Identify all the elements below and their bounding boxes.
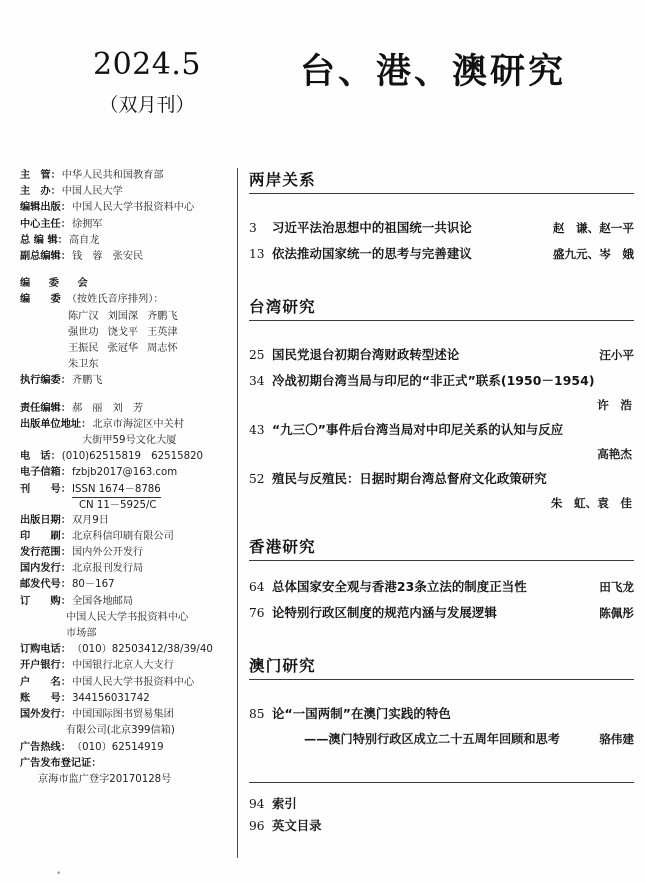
imprint-row-colon: ： (60, 741, 71, 753)
ad-license-value: 京海市监广登字20170128号 (38, 773, 172, 785)
imprint-row-colon: ： (60, 514, 71, 526)
imprint-row (20, 249, 232, 265)
imprint-row-value: 徐拥军 (71, 218, 103, 230)
toc-section (249, 654, 634, 778)
imprint-detail-rows (20, 401, 232, 482)
imprint-row-value: （010）82503412/38/39/40 (71, 644, 213, 656)
editorial-board-member-line (20, 357, 232, 373)
serial-number-row (20, 482, 232, 513)
imprint-row-value: 中国银行北京人大支行 (71, 660, 174, 672)
toc-entry-main (272, 574, 634, 600)
toc-entry-authors: 高艳杰 (597, 447, 632, 461)
imprint-row-label: 发行范围 (20, 547, 61, 559)
editorial-board-member: 朱卫东 (68, 359, 99, 371)
imprint-row-value: 80－167 (71, 579, 115, 591)
toc-entry[interactable] (249, 466, 634, 492)
body-columns (0, 160, 645, 875)
toc-entry-page: 52 (249, 472, 265, 486)
toc-back-matter-page: 96 (249, 819, 265, 833)
toc-entry-title: 冷战初期台湾当局与印尼的“非正式”联系(1950－1954) (272, 373, 595, 388)
editorial-board-block (20, 276, 232, 389)
imprint-row-colon: ： (60, 218, 71, 230)
spacer (249, 683, 634, 701)
toc-entry-authors: 田飞龙 (599, 580, 634, 594)
imprint-row (20, 513, 232, 529)
imprint-row-value: (010)62515819 62515820 (61, 451, 204, 463)
imprint-row-colon: ： (60, 547, 71, 559)
toc-entry-main (272, 600, 634, 626)
imprint-row (20, 217, 232, 233)
imprint-row-value: 344156031742 (71, 692, 150, 704)
masthead-header (0, 0, 645, 150)
toc-entry[interactable] (249, 600, 634, 626)
imprint-row (20, 449, 232, 465)
imprint-row-colon: ： (60, 692, 71, 704)
imprint-row-value: 钱 蓉 张安民 (71, 251, 144, 263)
spacer (249, 324, 634, 342)
issn-value: ISSN 1674－8786 (72, 483, 161, 498)
imprint-row-colon: ： (60, 579, 71, 591)
serial-number-label: 刊 号 (20, 483, 61, 495)
imprint-row (20, 529, 232, 545)
imprint-row-label: 订购电话 (20, 644, 61, 656)
toc-section (249, 168, 634, 293)
toc-entry-main (272, 417, 634, 442)
imprint-row-colon: ： (60, 676, 71, 688)
serial-number-values (72, 483, 161, 513)
imprint-row-continuation: 有限公司(北京399信箱) (66, 725, 175, 737)
toc-back-matter-entry[interactable] (249, 793, 634, 815)
spacer (249, 564, 634, 574)
editorial-board-member: 王振民 (68, 343, 99, 355)
imprint-row-label: 出版日期 (20, 514, 61, 526)
spacer (249, 267, 634, 293)
serial-number-colon: ： (60, 483, 71, 495)
imprint-row-continuation: 中国人民大学书报资料中心 (66, 611, 189, 623)
imprint-row (20, 691, 232, 707)
toc-entry[interactable] (249, 701, 634, 727)
imprint-row (20, 465, 232, 481)
imprint-row-label: 执行编委 (20, 375, 61, 387)
toc-entry-title: 习近平法治思想中的祖国统一共识论 (272, 220, 472, 235)
imprint-row-value: 中国国际图书贸易集团 (71, 709, 174, 721)
toc-entry-title: 论特别行政区制度的规范内涵与发展逻辑 (272, 605, 497, 620)
toc-entry-authors: 骆伟建 (599, 732, 634, 746)
toc-section-title: 台湾研究 (249, 295, 634, 321)
toc-entry[interactable] (249, 417, 634, 443)
imprint-row-value: 北京科信印刷有限公司 (71, 530, 174, 542)
imprint-row (20, 417, 232, 433)
editorial-board-member: 刘国深 (107, 310, 139, 322)
editorial-board-member: 王英津 (147, 326, 178, 338)
imprint-detail-rows-2 (20, 513, 232, 643)
imprint-row-continuation: 市场部 (66, 628, 97, 640)
editorial-board-member: 周志怀 (147, 343, 178, 355)
imprint-row-value: fzbjb2017@163.com (71, 467, 178, 479)
imprint-row-colon: ： (60, 709, 71, 721)
imprint-row (20, 675, 232, 691)
imprint-row (20, 740, 232, 756)
imprint-row-value: 中国人民大学书报资料中心 (71, 202, 195, 214)
imprint-row-colon: ： (60, 660, 71, 672)
issue-frequency: （双月刊） (99, 94, 195, 116)
imprint-row-colon: ： (60, 467, 71, 479)
toc-entry-list (249, 215, 634, 267)
spacer (249, 197, 634, 215)
imprint-row-continuation: 大街甲59号文化大厦 (82, 435, 177, 447)
toc-entry-main (272, 215, 634, 241)
toc-section-title: 澳门研究 (249, 654, 634, 680)
imprint-row (20, 200, 232, 216)
toc-entry-authors: 汪小平 (599, 348, 634, 362)
imprint-row-colon: ： (60, 563, 71, 575)
toc-section (249, 535, 634, 652)
editorial-board-member: 饶戈平 (107, 326, 139, 338)
toc-entry-list (249, 574, 634, 626)
imprint-row-label: 户 名 (20, 676, 61, 688)
imprint-row-colon: ： (60, 595, 71, 607)
imprint-row (20, 707, 232, 723)
toc-entry[interactable] (249, 342, 634, 368)
imprint-row-value: （010）62514919 (71, 741, 164, 753)
toc-entry-authors: 盛九元、岑 娥 (552, 247, 634, 261)
imprint-row-label: 国内发行 (20, 563, 61, 575)
editorial-board-member-line (20, 325, 232, 341)
editorial-board-member: 强世功 (68, 326, 99, 338)
toc-entry-subtitle: ——澳门特别行政区成立二十五周年回顾和思考 (304, 732, 560, 746)
toc-entry[interactable] (249, 215, 634, 241)
imprint-row-label: 订 购 (20, 595, 61, 607)
toc-entry-page: 25 (249, 348, 265, 362)
imprint-row-label: 电子信箱 (20, 467, 61, 479)
journal-title: 台、港、澳研究 (300, 51, 567, 92)
toc-entry-main (272, 342, 634, 368)
imprint-row-label: 印 刷 (20, 530, 61, 542)
imprint-row-value: 北京市海淀区中关村 (92, 418, 184, 430)
imprint-row (20, 658, 232, 674)
toc-entry-page: 85 (249, 707, 265, 721)
editorial-board-member-line (20, 309, 232, 325)
editorial-board-members-row (20, 292, 232, 308)
toc-section (249, 295, 634, 533)
imprint-row-value: 国内外公开发行 (71, 547, 144, 559)
imprint-row (20, 594, 232, 610)
toc-entry-list (249, 342, 634, 515)
imprint-row-label: 主 管 (20, 170, 51, 181)
imprint-row-label: 总 编 辑 (20, 234, 58, 246)
imprint-row-value: 全国各地邮局 (71, 595, 134, 607)
imprint-row-label: 邮发代号 (20, 579, 61, 591)
toc-entry-title: 依法推动国家统一的思考与完善建议 (272, 246, 472, 261)
imprint-row-label: 国外发行 (20, 709, 61, 721)
imprint-detail-rows-3 (20, 642, 232, 739)
toc-section-title: 香港研究 (249, 535, 634, 561)
toc-back-matter (249, 782, 634, 837)
imprint-row (20, 373, 232, 389)
toc-entry-authors: 陈佩彤 (599, 606, 634, 620)
imprint-row-colon: ： (60, 644, 71, 656)
imprint-row (20, 184, 232, 200)
toc-entry[interactable] (249, 241, 634, 267)
imprint-row-label: 出版单位地址 (20, 418, 82, 430)
imprint-row-colon: ： (60, 402, 71, 414)
imprint-row-label: 账 号 (20, 692, 61, 704)
imprint-row-colon: ： (60, 202, 71, 214)
toc-entry-authors: 许 浩 (597, 398, 632, 412)
toc-entry-list (249, 701, 634, 752)
spacer (249, 515, 634, 533)
toc-entry-page: 76 (249, 606, 265, 620)
imprint-row-colon: ： (57, 234, 68, 246)
toc-entry-main (272, 241, 634, 267)
imprint-row-label: 电 话 (20, 451, 51, 463)
toc-entry-page: 13 (249, 247, 265, 261)
serial-number-block (20, 482, 232, 513)
imprint-row-colon: ： (81, 418, 92, 430)
toc-sections (249, 168, 634, 778)
editorial-board-members-label: 编 委 (20, 294, 61, 306)
issue-number: 2024.5 (93, 47, 201, 82)
toc-back-matter-label: 索引 (272, 796, 297, 811)
toc-entry-main (272, 466, 634, 491)
spacer (249, 626, 634, 652)
editorial-board-order-note: （按姓氏音序排列）： (66, 294, 164, 306)
imprint-block (20, 168, 232, 788)
toc-entry-page: 3 (249, 221, 257, 235)
spacer (20, 265, 232, 276)
toc-entry-authors: 赵 谦、赵一平 (552, 221, 634, 235)
page-foot-mark: • (56, 869, 62, 879)
imprint-row (20, 561, 232, 577)
toc-entry-title: 殖民与反殖民：日据时期台湾总督府文化政策研究 (272, 471, 547, 486)
toc-entry-title: 国民党退台初期台湾财政转型述论 (272, 347, 460, 362)
table-of-contents (249, 168, 634, 837)
toc-entry-title: 总体国家安全观与香港23条立法的制度正当性 (272, 579, 527, 594)
editorial-board-heading: 编 委 会 (20, 278, 96, 290)
imprint-row-colon: ： (60, 375, 71, 387)
imprint-row-label: 中心主任 (20, 218, 61, 230)
imprint-row-label: 主 办 (20, 186, 51, 198)
editorial-board-member: 齐鹏飞 (147, 310, 178, 322)
imprint-row (20, 577, 232, 593)
spacer (20, 390, 232, 401)
imprint-row (20, 642, 232, 658)
imprint-row (20, 233, 232, 249)
imprint-row-colon: ： (50, 186, 61, 198)
editorial-board-member: 张冠华 (107, 343, 139, 355)
toc-entry-title: “九三〇”事件后台湾当局对中印尼关系的认知与反应 (272, 422, 564, 437)
imprint-masthead-rows (20, 168, 232, 265)
imprint-row-value: 中国人民大学书报资料中心 (71, 676, 195, 688)
imprint-row-colon: ： (60, 251, 71, 263)
ad-license-label: 广告发布登记证： (20, 757, 102, 769)
imprint-row-colon: ： (50, 170, 61, 181)
toc-entry-main (272, 701, 634, 726)
imprint-row-label: 开户银行 (20, 660, 61, 672)
imprint-row-label: 编辑出版 (20, 202, 61, 214)
toc-entry[interactable] (249, 574, 634, 600)
imprint-row-value: 双月9日 (71, 514, 109, 526)
imprint-detail-rows-4 (20, 740, 232, 756)
imprint-row-colon: ： (60, 530, 71, 542)
toc-entry-page: 64 (249, 580, 265, 594)
imprint-row-value: 中国人民大学 (61, 186, 123, 198)
column-divider (237, 168, 238, 858)
imprint-row-value: 中华人民共和国教育部 (61, 170, 164, 181)
toc-back-matter-label: 英文目录 (272, 818, 322, 833)
toc-entry-main (272, 368, 634, 393)
imprint-row-value: 郝 丽 刘 芳 (71, 402, 144, 414)
toc-back-matter-page: 94 (249, 797, 265, 811)
toc-entry-title: 论“一国两制”在澳门实践的特色 (272, 706, 451, 721)
imprint-row (20, 545, 232, 561)
issue-block (62, 48, 232, 117)
imprint-row-label: 责任编辑 (20, 402, 61, 414)
spacer (249, 752, 634, 778)
toc-entry-page: 43 (249, 423, 265, 437)
cn-value: CN 11－5925/C (78, 499, 157, 511)
toc-entry-authors: 朱 虹、袁 佳 (550, 496, 632, 510)
toc-section-title: 两岸关系 (249, 168, 634, 194)
imprint-row-label: 广告热线 (20, 741, 61, 753)
ad-license-block (20, 756, 232, 788)
imprint-row-colon: ： (50, 451, 61, 463)
imprint-row-value: 北京报刊发行局 (71, 563, 144, 575)
toc-entry-subtitle-row (249, 727, 634, 752)
imprint-row-label: 副总编辑 (20, 251, 61, 263)
imprint-row (20, 401, 232, 417)
toc-entry[interactable] (249, 368, 634, 394)
editorial-board-member: 陈广汉 (68, 310, 99, 322)
imprint-row-value: 齐鹏飞 (71, 375, 103, 387)
editorial-board-member-line (20, 341, 232, 357)
imprint-row-value: 高自龙 (68, 234, 100, 246)
imprint-row (20, 168, 232, 184)
toc-entry-page: 34 (249, 374, 265, 388)
toc-back-matter-entry[interactable] (249, 815, 634, 837)
back-matter-rule (249, 782, 634, 783)
